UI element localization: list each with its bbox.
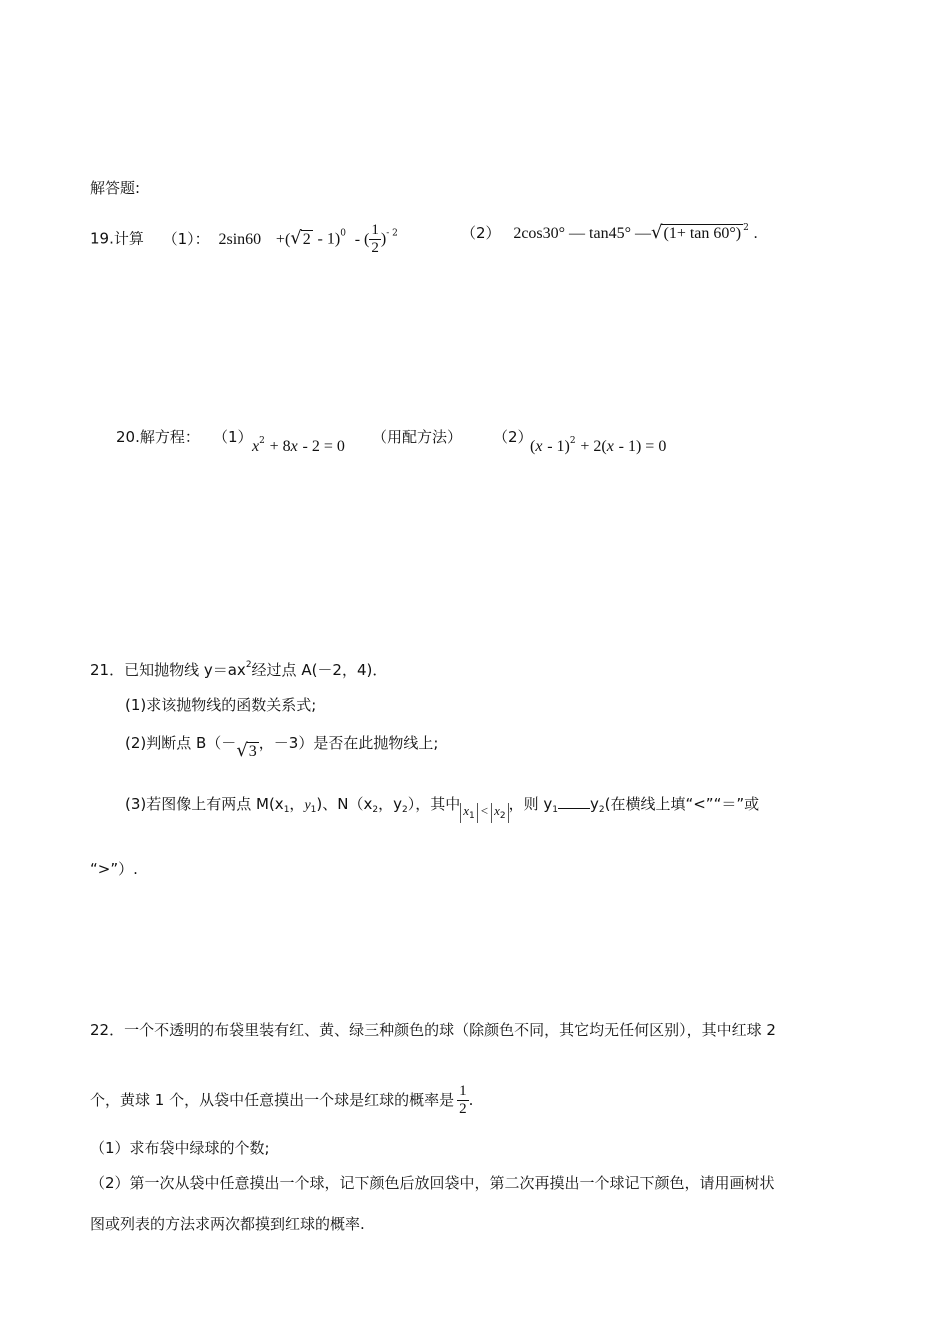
q21-sub1: (1)求该抛物线的函数关系式; bbox=[125, 696, 317, 714]
q21-sub3-s2: 1 bbox=[310, 805, 317, 815]
q21-sub3-s1: 1 bbox=[283, 805, 290, 815]
q22-sub2-line1: （2）第一次从袋中任意摸出一个球，记下颜色后放回袋中，第二次再摸出一个球记下颜色，请用画树状 bbox=[90, 1174, 775, 1192]
q21-sub2 bbox=[125, 732, 439, 761]
q20-var-x: x bbox=[252, 438, 260, 455]
abs-x1-sub: 1 bbox=[469, 811, 475, 821]
q21-sub3-c: )、N（x bbox=[316, 795, 373, 813]
q19-exp-neg: - 2 bbox=[386, 228, 398, 239]
q22-line2-text: 个，黄球 1 个，从袋中任意摸出一个球是红球的概率是 bbox=[90, 1091, 455, 1109]
q21-sub3-y1: y bbox=[304, 798, 311, 813]
q21-stem-sup: 2 bbox=[245, 660, 252, 670]
q22-fraction bbox=[457, 1083, 469, 1118]
q20-p2-x1: x bbox=[535, 438, 543, 455]
q21-sub3-cont: “>”）. bbox=[90, 860, 138, 878]
section-title: 解答题: bbox=[90, 179, 141, 197]
q22-line2-end: . bbox=[468, 1091, 474, 1109]
q20-square: 2 bbox=[259, 436, 265, 446]
q19-part1-expr-c: - 1) bbox=[317, 230, 341, 248]
less-than: < bbox=[480, 803, 489, 818]
q20-part1-note: （用配方法） bbox=[372, 428, 463, 446]
q19-label: 19.计算 bbox=[90, 229, 144, 248]
q19-sqrt-arg: 2 bbox=[302, 230, 311, 248]
sqrt-icon: √ bbox=[651, 222, 663, 243]
abs-x2-var: x bbox=[494, 803, 500, 818]
q21-stem-b: 经过点 A(－2，4)． bbox=[251, 661, 388, 679]
q22-line1: 22．一个不透明的布袋里装有红、黄、绿三种颜色的球（除颜色不同，其它均无任何区别），其中红球 2 bbox=[90, 1021, 776, 1039]
abs-x1-var: x bbox=[463, 803, 469, 818]
q20-term-c: - 2 = 0 bbox=[302, 438, 345, 455]
q22-sub2-line2: 图或列表的方法求两次都摸到红球的概率. bbox=[90, 1215, 365, 1233]
q21-sub3 bbox=[125, 793, 760, 821]
q22-sub1: （1）求布袋中绿球的个数; bbox=[90, 1139, 270, 1157]
abs-x2-sub: 2 bbox=[499, 811, 506, 821]
q21-sub2-sqrt: 3 bbox=[248, 743, 257, 760]
q21-sub3-f: ，则 y bbox=[508, 795, 553, 813]
q22-frac-den: 2 bbox=[459, 1101, 467, 1117]
q22-frac-num: 1 bbox=[459, 1083, 467, 1099]
q21-sub2-a: (2)判断点 B（－ bbox=[125, 734, 237, 752]
q19-part2-exp: 2 bbox=[743, 223, 749, 233]
q19-part2-sqrt-arg: (1+ tan 60°) bbox=[663, 225, 742, 242]
q20-p2-c: + 2( bbox=[580, 438, 607, 455]
q19-part1-expr-b: +( bbox=[275, 230, 291, 248]
q21-sub3-b: ， bbox=[289, 795, 305, 813]
q20-part1-equation bbox=[252, 436, 345, 456]
answer-blank[interactable] bbox=[558, 796, 590, 809]
q20-part2-label: （2） bbox=[493, 428, 533, 446]
q19-frac-den: 2 bbox=[371, 240, 379, 256]
q21-sub3-d: ，y bbox=[378, 795, 402, 813]
q21-sub3-s5: 1 bbox=[552, 805, 558, 815]
q20-p2-x2: x bbox=[606, 438, 614, 455]
q21-sub3-s3: 2 bbox=[372, 805, 379, 815]
q20-part2-equation bbox=[530, 436, 666, 456]
question-19 bbox=[90, 222, 398, 257]
q20-term-a: + 8 bbox=[269, 438, 291, 455]
q19-exp-zero: 0 bbox=[340, 228, 346, 239]
sqrt-icon: √ bbox=[236, 740, 248, 761]
q20-p2-b: - 1) bbox=[547, 438, 570, 455]
q21-sub2-b: ，－3）是否在此抛物线上; bbox=[258, 734, 439, 752]
q20-part1-label: （1） bbox=[213, 428, 253, 446]
q21-sub3-e: ），其中 bbox=[407, 795, 461, 813]
q20-p2-d: - 1) = 0 bbox=[618, 438, 667, 455]
q21-stem-a: 21．已知抛物线 y＝ax bbox=[90, 661, 246, 679]
q21-stem bbox=[90, 659, 387, 680]
q19-part1-expr-d: - ( bbox=[354, 230, 370, 248]
q19-part2-end: . bbox=[753, 225, 758, 242]
q19-part2 bbox=[461, 222, 758, 243]
abs-x1 bbox=[460, 803, 478, 823]
q21-sub3-h: (在横线上填“<”“＝”或 bbox=[604, 795, 760, 813]
q19-part1-label: （1）： bbox=[162, 229, 210, 248]
q21-sub3-s4: 2 bbox=[401, 805, 408, 815]
q20-p2-square: 2 bbox=[569, 436, 576, 446]
q22-line2 bbox=[90, 1083, 473, 1118]
q19-frac-num: 1 bbox=[371, 222, 379, 238]
q21-sub3-g: y bbox=[589, 795, 599, 813]
abs-x2 bbox=[491, 803, 509, 823]
q19-part2-expr: 2cos30° — tan45° — bbox=[513, 225, 651, 242]
q20-var-x2: x bbox=[290, 438, 298, 455]
q19-part1-expr-e: ) bbox=[380, 230, 387, 248]
q19-part1-expr-a: 2sin60 bbox=[218, 230, 262, 248]
q21-sub3-a: (3)若图像上有两点 M(x bbox=[125, 795, 284, 813]
q19-fraction bbox=[369, 222, 381, 257]
q20-label: 20.解方程： bbox=[116, 428, 200, 446]
q20-p2-a: ( bbox=[530, 438, 536, 455]
q21-sub3-s6: 2 bbox=[598, 805, 605, 815]
sqrt-icon: √ bbox=[290, 227, 302, 249]
q19-part2-label: （2） bbox=[461, 224, 501, 242]
